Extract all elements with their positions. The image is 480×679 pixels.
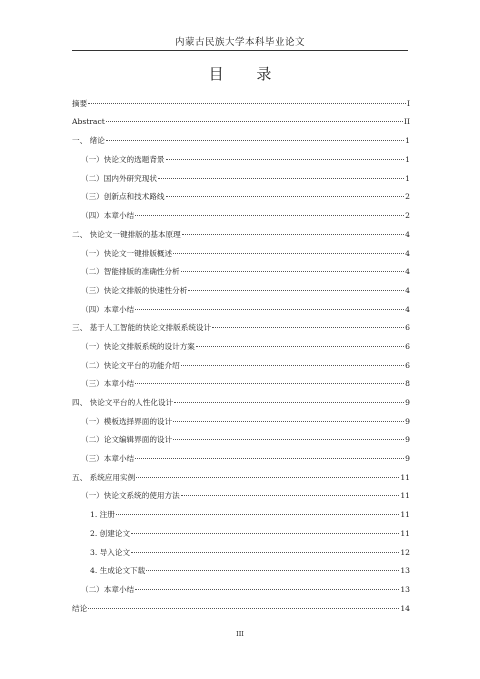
toc-entry-page: 14 <box>400 603 410 613</box>
toc-entry-page: 11 <box>400 472 410 482</box>
toc-entry-page: 9 <box>405 435 410 445</box>
toc-entry[interactable] <box>72 266 410 285</box>
toc-entry-label: （三）本章小结 <box>81 379 135 389</box>
toc-leader-dots <box>181 365 404 366</box>
toc-leader-dots <box>131 552 399 553</box>
toc-entry-label: （一）快论文系统的使用方法 <box>81 491 180 501</box>
toc-leader-dots <box>88 103 406 104</box>
toc-leader-dots <box>166 159 405 160</box>
toc-entry-label: （一）快论文的选题背景 <box>81 155 165 165</box>
toc-entry-page: 12 <box>400 547 410 557</box>
toc-entry[interactable] <box>72 397 410 416</box>
toc-leader-dots <box>106 140 404 141</box>
toc-entry-page: 13 <box>400 566 410 576</box>
toc-leader-dots <box>146 570 399 571</box>
toc-entry-label: （四）本章小结 <box>81 211 135 221</box>
toc-leader-dots <box>173 253 404 254</box>
toc-leader-dots <box>181 495 400 496</box>
toc-entry[interactable] <box>72 135 410 154</box>
table-of-contents <box>72 98 410 621</box>
toc-entry[interactable] <box>72 191 410 210</box>
toc-leader-dots <box>174 402 404 403</box>
toc-leader-dots <box>135 589 399 590</box>
toc-entry[interactable] <box>72 416 410 435</box>
toc-entry-label: 4. 生成论文下载 <box>90 566 146 576</box>
toc-entry[interactable] <box>72 472 410 491</box>
toc-entry-page: 4 <box>405 267 410 277</box>
toc-entry-label: （一）快论文排版系统的设计方案 <box>81 341 195 351</box>
toc-leader-dots <box>106 121 403 122</box>
toc-entry-label: （三）本章小结 <box>81 454 135 464</box>
toc-leader-dots <box>135 458 404 459</box>
toc-entry[interactable] <box>72 603 410 622</box>
toc-entry-page: 9 <box>405 454 410 464</box>
toc-leader-dots <box>212 327 404 328</box>
toc-entry-label: （一）模板选择界面的设计 <box>81 416 173 426</box>
toc-entry-page: 4 <box>405 229 410 239</box>
toc-entry-page: 8 <box>405 379 410 389</box>
toc-entry-page: 11 <box>400 510 410 520</box>
toc-entry-page: 4 <box>405 285 410 295</box>
toc-entry-page: II <box>404 116 410 126</box>
toc-entry-label: 2. 创建论文 <box>90 528 131 538</box>
toc-leader-dots <box>181 271 404 272</box>
toc-entry-label: 四、 快论文平台的人性化设计 <box>72 398 174 407</box>
toc-entry-page: 4 <box>405 304 410 314</box>
toc-leader-dots <box>135 309 404 310</box>
toc-entry[interactable] <box>72 584 410 603</box>
toc-entry-label: （二）国内外研究现状 <box>81 173 157 183</box>
toc-entry[interactable] <box>72 378 410 397</box>
toc-entry-label: 3. 导入论文 <box>90 547 131 557</box>
toc-entry[interactable] <box>72 453 410 472</box>
toc-leader-dots <box>158 178 404 179</box>
toc-entry[interactable] <box>72 434 410 453</box>
toc-entry-label: （三）创新点和技术路线 <box>81 192 165 202</box>
toc-entry-label: 二、 快论文一键排版的基本原理 <box>72 229 181 239</box>
toc-entry[interactable] <box>72 528 410 547</box>
page-number: III <box>236 630 244 638</box>
toc-entry[interactable] <box>72 248 410 267</box>
toc-entry-page: 2 <box>405 211 410 221</box>
toc-entry-page: 1 <box>405 136 410 146</box>
toc-entry-page: 9 <box>405 416 410 426</box>
toc-entry[interactable] <box>72 547 410 566</box>
toc-entry[interactable] <box>72 304 410 323</box>
toc-entry[interactable] <box>72 117 410 136</box>
toc-entry[interactable] <box>72 98 410 117</box>
toc-entry-page: 6 <box>405 360 410 370</box>
toc-leader-dots <box>135 215 404 216</box>
toc-leader-dots <box>173 421 404 422</box>
toc-entry-page: 11 <box>400 491 410 501</box>
toc-entry-page: 11 <box>400 528 410 538</box>
toc-leader-dots <box>196 346 404 347</box>
toc-entry-label: （四）本章小结 <box>81 304 135 314</box>
toc-entry-label: Abstract <box>72 116 105 126</box>
toc-leader-dots <box>116 514 399 515</box>
toc-entry-page: 13 <box>400 584 410 594</box>
toc-leader-dots <box>136 477 399 478</box>
toc-entry-label: 1. 注册 <box>90 510 115 520</box>
toc-entry[interactable] <box>72 490 410 509</box>
toc-leader-dots <box>188 290 404 291</box>
toc-entry[interactable] <box>72 565 410 584</box>
toc-entry-label: 结论 <box>72 603 88 613</box>
toc-leader-dots <box>131 533 399 534</box>
toc-entry[interactable] <box>72 285 410 304</box>
toc-leader-dots <box>173 439 404 440</box>
toc-entry-page: 6 <box>405 341 410 351</box>
toc-entry-page: 9 <box>405 398 410 407</box>
toc-entry[interactable] <box>72 210 410 229</box>
toc-entry-page: I <box>407 99 410 108</box>
toc-entry[interactable] <box>72 173 410 192</box>
toc-entry[interactable] <box>72 322 410 341</box>
toc-entry-page: 4 <box>405 248 410 258</box>
toc-entry-label: （二）快论文平台的功能介绍 <box>81 360 180 370</box>
toc-entry[interactable] <box>72 229 410 248</box>
toc-leader-dots <box>182 234 404 235</box>
toc-entry-page: 1 <box>405 173 410 183</box>
toc-entry-label: 三、 基于人工智能的快论文排版系统设计 <box>72 323 212 333</box>
toc-entry-label: （一）快论文一键排版概述 <box>81 248 173 258</box>
toc-entry-label: 五、 系统应用实例 <box>72 472 136 482</box>
toc-entry-label: （二）论文编辑界面的设计 <box>81 435 173 445</box>
toc-entry[interactable] <box>72 360 410 379</box>
toc-entry-label: （二）本章小结 <box>81 584 135 594</box>
toc-leader-dots <box>166 196 405 197</box>
toc-entry[interactable] <box>72 154 410 173</box>
page-header: 内蒙古民族大学本科毕业论文 <box>174 37 305 48</box>
toc-entry-label: （二）智能排版的准确性分析 <box>81 267 180 277</box>
toc-entry[interactable] <box>72 341 410 360</box>
toc-entry-page: 1 <box>405 155 410 165</box>
toc-leader-dots <box>88 608 399 609</box>
toc-entry-label: （三）快论文排版的快速性分析 <box>81 285 188 295</box>
header-rule <box>72 50 408 51</box>
toc-entry-page: 2 <box>405 192 410 202</box>
toc-title: 目 录 <box>208 65 286 83</box>
toc-leader-dots <box>135 383 404 384</box>
toc-entry-label: 一、 绪论 <box>72 136 105 146</box>
toc-entry[interactable] <box>72 509 410 528</box>
toc-entry-page: 6 <box>405 323 410 333</box>
toc-entry-label: 摘要 <box>72 99 88 108</box>
